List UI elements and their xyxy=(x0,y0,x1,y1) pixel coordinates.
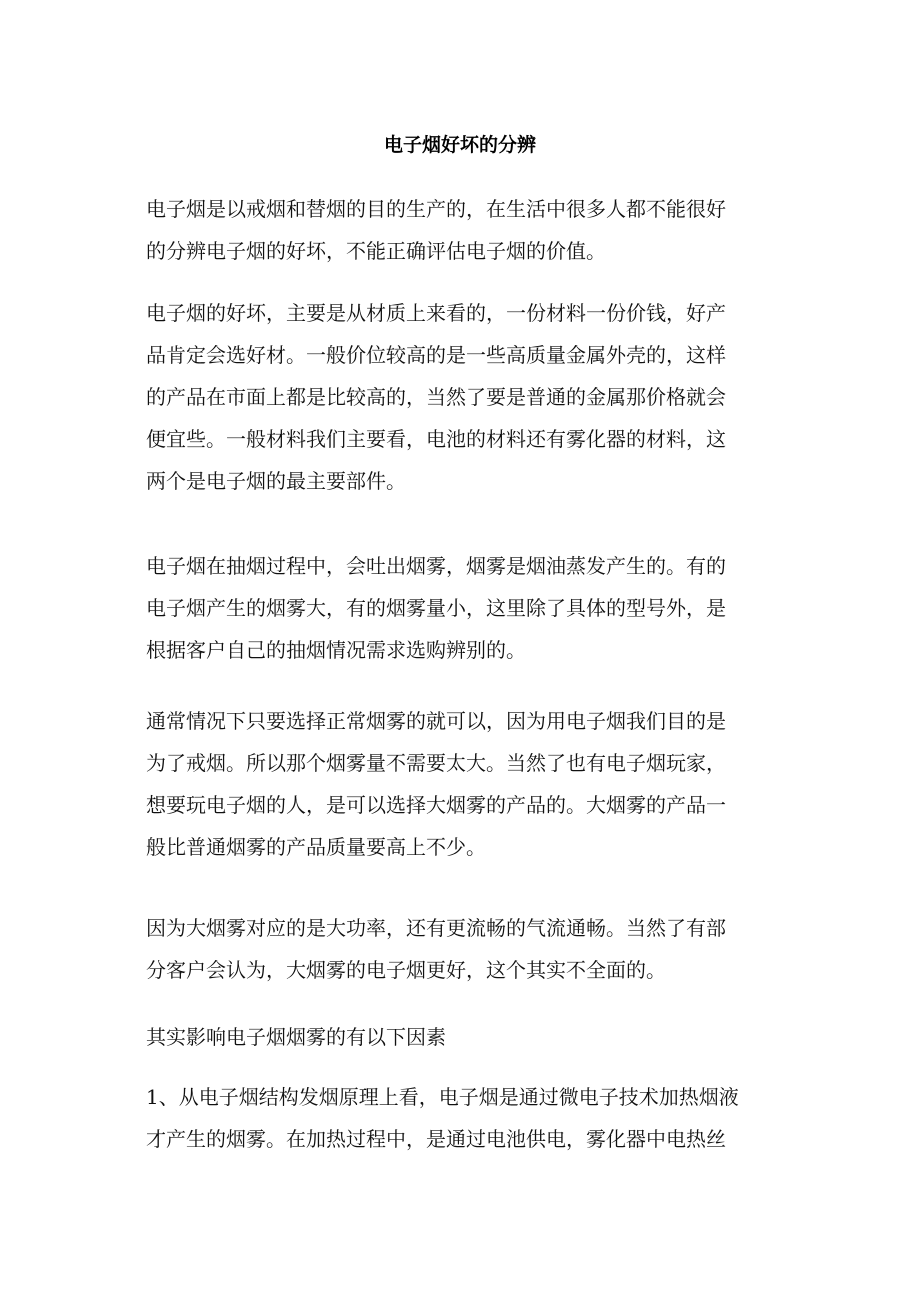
paragraph-line: 才产生的烟雾。在加热过程中，是通过电池供电，雾化器中电热丝 xyxy=(146,1127,726,1151)
paragraph-line: 电子烟在抽烟过程中，会吐出烟雾，烟雾是烟油蒸发产生的。有的 xyxy=(146,554,726,578)
paragraph-4 xyxy=(146,700,776,868)
document-title: 电子烟好坏的分辨 xyxy=(383,134,536,156)
paragraph-line: 的分辨电子烟的好坏，不能正确评估电子烟的价值。 xyxy=(146,239,606,263)
paragraph-2 xyxy=(146,292,776,502)
paragraph-line: 品肯定会选好材。一般价位较高的是一些高质量金属外壳的，这样 xyxy=(146,343,726,367)
paragraph-line: 电子烟产生的烟雾大，有的烟雾量小，这里除了具体的型号外，是 xyxy=(146,596,726,620)
paragraph-line: 便宜些。一般材料我们主要看，电池的材料还有雾化器的材料，这 xyxy=(146,427,726,451)
paragraph-line: 的产品在市面上都是比较高的，当然了要是普通的金属那价格就会 xyxy=(146,385,726,409)
paragraph-line: 般比普通烟雾的产品质量要高上不少。 xyxy=(146,835,486,859)
paragraph-line: 为了戒烟。所以那个烟雾量不需要太大。当然了也有电子烟玩家， xyxy=(146,751,726,775)
paragraph-line: 根据客户自己的抽烟情况需求选购辨别的。 xyxy=(146,638,526,662)
paragraph-7 xyxy=(146,1076,776,1160)
paragraph-line: 因为大烟雾对应的是大功率，还有更流畅的气流通畅。当然了有部 xyxy=(146,916,726,940)
paragraph-1 xyxy=(146,188,776,272)
paragraph-line: 想要玩电子烟的人，是可以选择大烟雾的产品的。大烟雾的产品一 xyxy=(146,793,726,817)
paragraph-5 xyxy=(146,907,776,991)
paragraph-line: 其实影响电子烟烟雾的有以下因素 xyxy=(146,1025,446,1049)
paragraph-line: 两个是电子烟的最主要部件。 xyxy=(146,469,406,493)
paragraph-line: 分客户会认为，大烟雾的电子烟更好，这个其实不全面的。 xyxy=(146,958,666,982)
paragraph-line: 电子烟是以戒烟和替烟的目的生产的，在生活中很多人都不能很好 xyxy=(146,197,726,221)
paragraph-line: 通常情况下只要选择正常烟雾的就可以，因为用电子烟我们目的是 xyxy=(146,709,726,733)
paragraph-6 xyxy=(146,1016,776,1058)
paragraph-line: 电子烟的好坏，主要是从材质上来看的，一份材料一份价钱，好产 xyxy=(146,301,726,325)
paragraph-3 xyxy=(146,545,776,671)
paragraph-line: 1、从电子烟结构发烟原理上看，电子烟是通过微电子技术加热烟液 xyxy=(146,1085,739,1109)
